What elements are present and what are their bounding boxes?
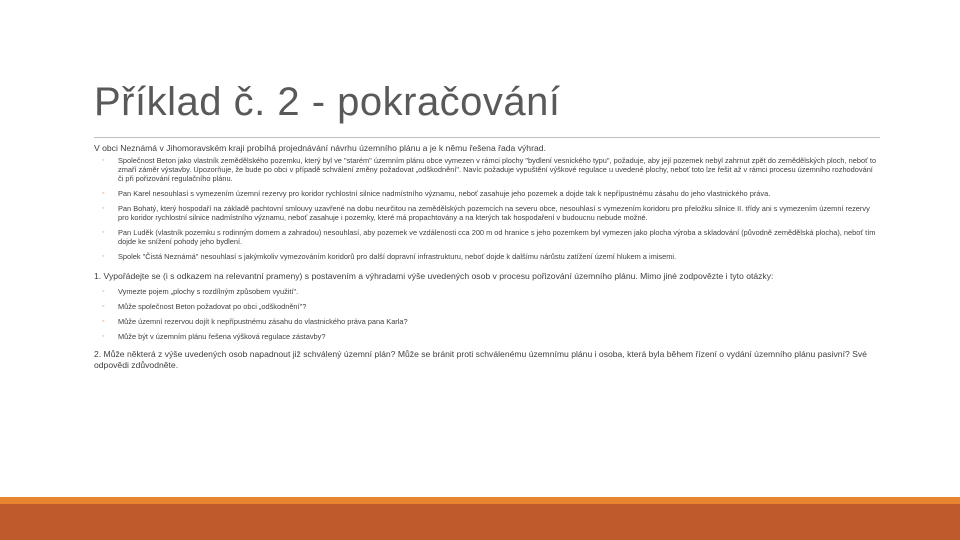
intro-paragraph: V obci Neznámá v Jihomoravském kraji probíhá projednávání návrhu územního plánu a je k němu řešena řada výhrad. (94, 143, 546, 153)
objections-list (94, 156, 880, 261)
objection-text: Pan Luděk (vlastník pozemku s rodinným domem a zahradou) nesouhlasí, aby pozemek ve vzdálenosti cca 200 m od hranice s jeho pozemkem byl vymezen jako plocha výroba a skladování (původně zemědělská plocha), neboť tím dojde ke snížení pohody jeho bydlení. (118, 228, 876, 247)
list-item (94, 252, 880, 261)
bullet-icon: ◦ (102, 190, 105, 198)
subquestions-list (94, 287, 880, 341)
list-item (94, 228, 880, 246)
list-item (94, 317, 880, 326)
question-2: 2. Může některá z výše uvedených osob napadnout již schválený územní plán? Může se bránit proti schválenému územnímu plánu i osoba, která byla během řízení o vydání územního plánu pasivní? Své odpovědi zdůvodněte. (94, 349, 867, 370)
objection-text: Pan Karel nesouhlasí s vymezením územní rezervy pro koridor rychlostní silnice nadmístního významu, neboť zasahuje jeho pozemek a dojde tak k nepřípustnému zásahu do jeho vlastnického práva. (118, 189, 771, 199)
question-1: 1. Vypořádejte se (i s odkazem na relevantní prameny) s postavením a výhradami výše uvedených osob v procesu pořizování územního plánu. Mimo jiné zodpovězte i tyto otázky: (94, 271, 774, 282)
bullet-icon: ◦ (102, 288, 105, 296)
list-item (94, 302, 880, 311)
list-item (94, 332, 880, 341)
list-item (94, 156, 880, 183)
list-item (94, 287, 880, 296)
list-item (94, 204, 880, 222)
subquestion-text: Může společnost Beton požadovat po obci „odškodnění"? (118, 302, 307, 312)
bullet-icon: ◦ (102, 318, 105, 326)
subquestion-text: Vymezte pojem „plochy s rozdílným způsobem využití". (118, 287, 299, 297)
title-divider (94, 137, 880, 138)
slide-content (94, 143, 880, 376)
bullet-icon: ◦ (102, 333, 105, 341)
subquestion-text: Může územní rezervou dojít k nepřípustnému zásahu do vlastnického práva pana Karla? (118, 317, 408, 327)
bullet-icon: ◦ (102, 253, 105, 261)
objection-text: Spolek "Čistá Neznámá" nesouhlasí s jakýmkoliv vymezováním koridorů pro další dopravní infrastrukturu, neboť dojde k dalšímu nárůstu zatížení území hlukem a imisemi. (118, 252, 677, 262)
objection-text: Pan Bohatý, který hospodaří na základě pachtovní smlouvy uzavřené na dobu neurčitou na zemědělských pozemcích na severu obce, nesouhlasí s vymezením koridoru pro přeložku silnice II. třídy ani s vymezením územní rezervy pro koridor rychlostní silnice nadmístního významu, neboť zasahuje i pozemky, které má propachtovány a na kterých tak hospodaření v budoucnu nebude možné. (118, 204, 870, 223)
subquestion-text: Může být v územním plánu řešena výšková regulace zástavby? (118, 332, 326, 342)
slide-title: Příklad č. 2 - pokračování (94, 80, 561, 124)
bullet-icon: ◦ (102, 157, 105, 165)
bullet-icon: ◦ (102, 205, 105, 213)
footer-stripe (0, 497, 960, 504)
list-item (94, 189, 880, 198)
bullet-icon: ◦ (102, 229, 105, 237)
objection-text: Společnost Beton jako vlastník zemědělského pozemku, který byl ve "starém" územním plánu obce vymezen v rámci plochy "bydlení vesnického typu", požaduje, aby její pozemek nebyl zahrnut zpět do zemědělských ploch, neboť to zmaří záměr výstavby. Upozorňuje, že bude po obci v případě schválení změny požadovat „odškodnění". Navíc požaduje vypuštění výškové regulace u uvedené plochy, neboť toto lze řešit až v rámci procesu územního rozhodování či při pořizování regulačního plánu. (118, 156, 877, 184)
bullet-icon: ◦ (102, 303, 105, 311)
